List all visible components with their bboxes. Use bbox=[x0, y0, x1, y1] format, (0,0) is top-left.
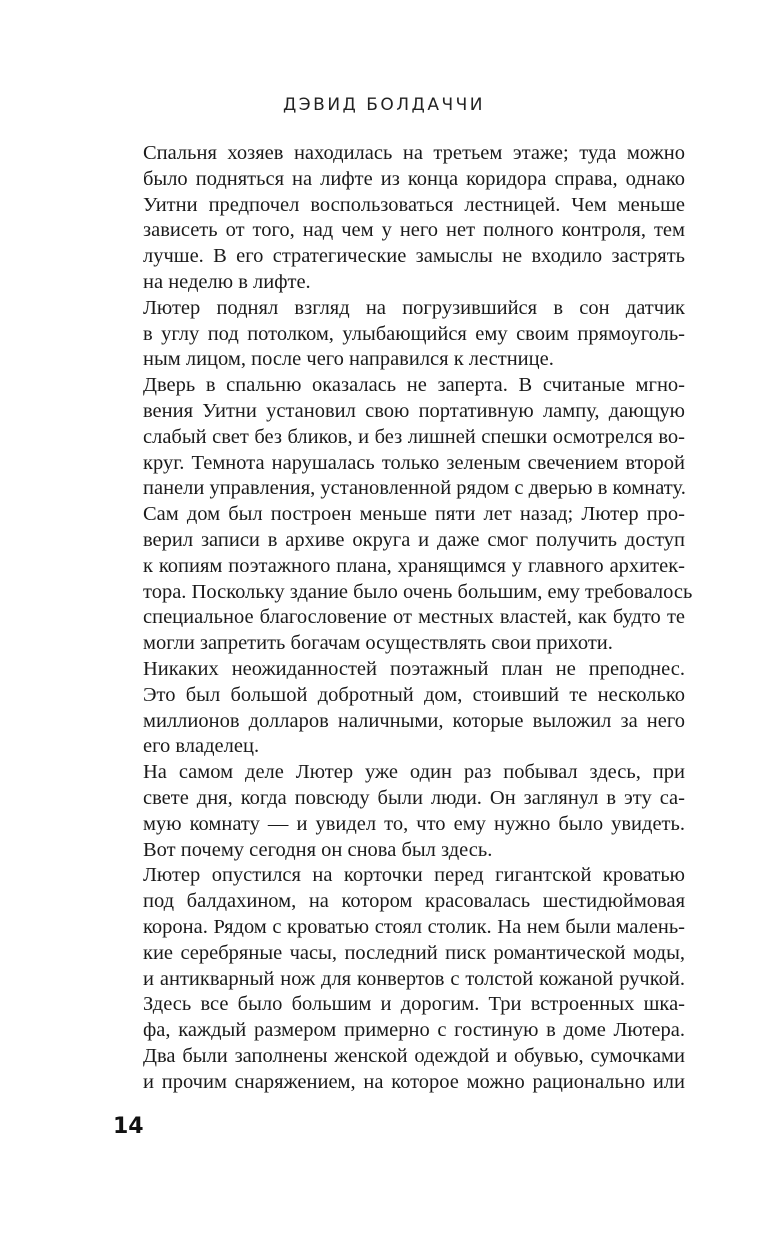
paragraph bbox=[113, 502, 693, 657]
text-line: Лютер опустился на корточки перед гигантской кроватью bbox=[143, 864, 685, 887]
text-line: вения Уитни установил свою портативную лампу, дающую bbox=[143, 399, 685, 422]
text-line: Лютер поднял взгляд на погрузившийся в сон датчик bbox=[143, 296, 685, 319]
text-line: Никаких неожиданностей поэтажный план не преподнес. bbox=[143, 657, 685, 680]
text-line: Уитни предпочел воспользоваться лестницей. Чем меньше bbox=[143, 193, 685, 216]
text-line: лучше. В его стратегические замыслы не входило застрять bbox=[143, 245, 685, 268]
text-line: тора. Поскольку здание было очень большим, ему требовалось bbox=[143, 580, 693, 603]
text-line: Вот почему сегодня он снова был здесь. bbox=[143, 838, 493, 861]
page-number: 14 bbox=[113, 1114, 144, 1139]
text-line: свете дня, когда повсюду были люди. Он заглянул в эту са- bbox=[143, 786, 685, 809]
paragraph bbox=[113, 296, 685, 373]
text-line: зависеть от того, над чем у него нет полного контроля, тем bbox=[143, 219, 685, 242]
paragraph bbox=[113, 863, 685, 992]
text-line: ным лицом, после чего направился к лестнице. bbox=[143, 348, 554, 371]
text-line: панели управления, установленной рядом с дверью в комнату. bbox=[143, 477, 686, 500]
text-line: специальное благословение от местных властей, как будто те bbox=[143, 606, 685, 629]
text-line: фа, каждый размером примерно с гостиную в доме Лютера. bbox=[143, 1019, 685, 1042]
text-line: Это был большой добротный дом, стоивший те несколько bbox=[143, 683, 685, 706]
text-line: слабый свет без бликов, и без лишней спешки осмотрелся во- bbox=[143, 425, 685, 448]
paragraph bbox=[113, 760, 685, 863]
text-line: и антикварный нож для конвертов с толстой кожаной ручкой. bbox=[143, 967, 685, 990]
text-line: Спальня хозяев находилась на третьем этаже; туда можно bbox=[143, 142, 685, 164]
text-line: миллионов долларов наличными, которые выложил за него bbox=[143, 709, 685, 732]
text-line: под балдахином, на котором красовалась шестидюймовая bbox=[143, 890, 685, 913]
running-head: ДЭВИД БОЛДАЧЧИ bbox=[283, 95, 485, 115]
text-line: корона. Рядом с кроватью стоял столик. На нем были малень- bbox=[143, 915, 685, 938]
paragraph bbox=[113, 657, 685, 760]
text-line: Здесь все было большим и дорогим. Три встроенных шка- bbox=[143, 993, 685, 1016]
text-line: к копиям поэтажного плана, хранящимся у главного архитек- bbox=[143, 554, 685, 577]
text-line: Сам дом был построен меньше пяти лет назад; Лютер про- bbox=[143, 503, 685, 526]
text-line: верил записи в архиве округа и даже смог получить доступ bbox=[143, 528, 685, 551]
text-line: было подняться на лифте из конца коридора справа, однако bbox=[143, 167, 685, 190]
paragraph bbox=[113, 141, 685, 296]
text-line: На самом деле Лютер уже один раз побывал здесь, при bbox=[143, 761, 685, 784]
paragraph bbox=[113, 992, 685, 1095]
text-line: мую комнату — и увидел то, что ему нужно было увидеть. bbox=[143, 812, 685, 835]
text-line: Дверь в спальню оказалась не заперта. В считаные мгно- bbox=[143, 374, 685, 397]
text-line: в углу под потолком, улыбающийся ему своим прямоуголь- bbox=[143, 322, 685, 345]
text-line: кие серебряные часы, последний писк романтической моды, bbox=[143, 941, 685, 964]
text-line: на неделю в лифте. bbox=[143, 270, 311, 293]
text-line: его владелец. bbox=[143, 735, 260, 758]
text-line: могли запретить богачам осуществлять свои прихоти. bbox=[143, 632, 613, 655]
paragraph bbox=[113, 373, 685, 502]
page-body bbox=[113, 141, 693, 1095]
text-line: и прочим снаряжением, на которое можно рационально или bbox=[143, 1070, 685, 1093]
text-line: круг. Темнота нарушалась только зеленым свечением второй bbox=[143, 451, 685, 474]
text-line: Два были заполнены женской одеждой и обувью, сумочками bbox=[143, 1044, 685, 1067]
